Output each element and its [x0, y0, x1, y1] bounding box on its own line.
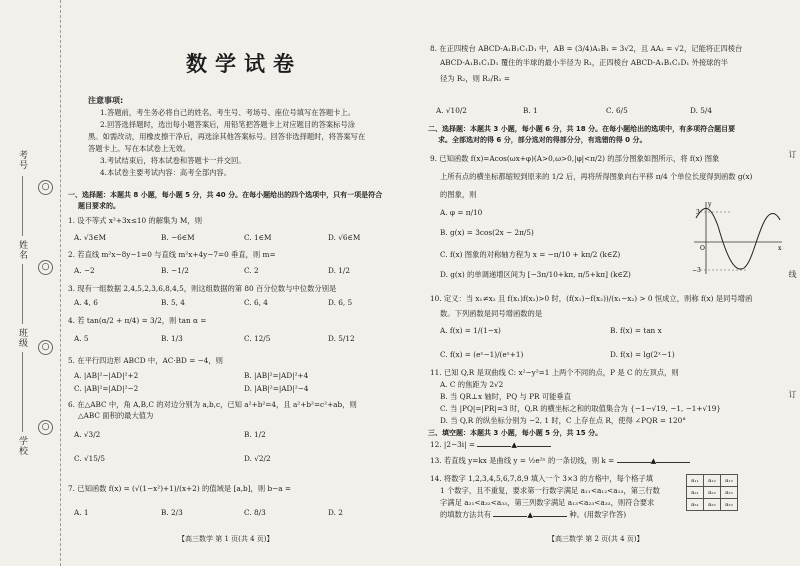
right-edge-mark: 订 — [788, 390, 797, 398]
question-11-option-a: A. C 的焦距为 2√2 — [440, 380, 504, 389]
exam-title: 数学试卷 — [186, 52, 302, 76]
question-13-stem: 13. 若直线 y=kx 是曲线 y = ½e²ˣ 的一条切线，则 k = — [430, 456, 615, 465]
answer-blank[interactable] — [477, 446, 511, 447]
question-1-option-c: C. 1∈M — [244, 233, 272, 242]
gutter-label-school: 学校 — [17, 436, 27, 456]
section-2-heading-cont: 求。全部选对的得 6 分，部分选对的得部分分，有选错的得 0 分。 — [438, 136, 647, 144]
question-7-stem: 7. 已知函数 f(x) = (√(1−x²)+1)/(x+2) 的值域是 [a,b]，则 b−a = — [68, 484, 292, 493]
question-6-option-d: D. √2/2 — [244, 454, 271, 463]
question-9-option-c: C. f(x) 图象的对称轴方程为 x = −π/10 + kπ/2 (k∈Z) — [440, 250, 621, 259]
answer-blank[interactable] — [517, 446, 551, 447]
notice-line: 答题卡上。写在本试卷上无效。 — [88, 144, 191, 153]
question-3-option-a: A. 4, 6 — [74, 298, 98, 307]
question-9-option-d: D. g(x) 的单调递增区间为 [−3π/10+kπ, π/5+kπ] (k∈Z) — [440, 270, 631, 279]
question-2-option-d: D. 1/2 — [328, 266, 350, 275]
grid-cell: a₂₂ — [704, 487, 721, 499]
question-14-line: 1 个数字，且不重复，要求第一行数字满足 a₁₁<a₁₂<a₁₃，第三行数 — [440, 486, 660, 495]
graph-label-neg3: −3 — [692, 267, 701, 274]
section-2-heading: 二、选择题：本题共 3 小题，每小题 6 分，共 18 分。在每小题给出的选项中，有多项符合题目要 — [428, 125, 736, 133]
question-7-option-c: C. 8/3 — [244, 508, 266, 517]
page-footer: 【高三数学 第 1 页(共 4 页)】 — [178, 535, 274, 543]
grid-cell: a₂₁ — [687, 487, 704, 499]
question-14-tail — [440, 510, 626, 520]
cosine-graph — [690, 198, 786, 278]
graph-label-3: 3 — [696, 209, 700, 216]
question-5-option-d: D. |AB|²=|AD|²−4 — [244, 384, 309, 393]
question-3-option-c: C. 6, 4 — [244, 298, 268, 307]
question-4-option-c: C. 12/5 — [244, 334, 271, 343]
binding-gutter — [0, 0, 61, 566]
gutter-label-class: 班级 — [17, 328, 27, 348]
answer-mark: ▲ — [650, 456, 657, 465]
grid-cell: a₃₂ — [704, 499, 721, 511]
gutter-label-name: 姓名 — [17, 240, 27, 260]
answer-mark: ▲ — [527, 510, 534, 519]
question-10-option-c: C. f(x) = (eˣ−1)/(eˣ+1) — [440, 350, 524, 359]
function-curve — [696, 208, 780, 269]
answer-blank[interactable] — [656, 462, 690, 463]
gutter-line — [22, 352, 23, 432]
question-1-option-d: D. √6∈M — [328, 233, 361, 242]
question-14-tail-text: 种。(用数字作答) — [569, 510, 627, 519]
question-14-line: 字满足 a₃₁<a₃₂<a₃₃，第三列数字满足 a₁₃<a₂₃<a₃₃，则符合要求 — [440, 498, 655, 507]
section-1-heading-cont: 题目要求的。 — [78, 202, 120, 210]
question-12 — [430, 440, 551, 450]
question-14-line: 14. 将数字 1,2,3,4,5,6,7,8,9 填入一个 3×3 的方格中，每个格子填 — [430, 474, 653, 483]
graph-label-origin: O — [700, 245, 705, 252]
question-9-option-b: B. g(x) = 3cos(2x − 2π/5) — [440, 228, 534, 237]
question-11-option-c: C. 当 |PQ|=|PR|=3 时，Q,R 的横坐标之和的取值集合为 {−1−√19, −1, −1+√19} — [440, 404, 722, 413]
notice-line: 3.考试结束后，将本试卷和答题卡一并交回。 — [100, 156, 246, 165]
grid-row — [687, 475, 738, 487]
question-7-option-d: D. 2 — [328, 508, 343, 517]
binding-hole-mark: ○ — [38, 260, 53, 275]
question-8-option-a: A. √10/2 — [436, 106, 467, 115]
grid-cell: a₁₃ — [721, 475, 738, 487]
graph-label-y: y — [708, 201, 712, 208]
question-3-option-b: B. 5, 4 — [161, 298, 185, 307]
question-2-stem: 2. 若直线 m²x−8y−1=0 与直线 m²x+4y−7=0 垂直，则 m= — [68, 250, 276, 259]
question-10-option-d: D. f(x) = lg(2ˣ−1) — [610, 350, 675, 359]
gutter-line — [22, 176, 23, 236]
question-6-stem: 6. 在△ABC 中，角 A,B,C 的对边分别为 a,b,c，已知 a²+b²=4，且 a²+b²=c²+ab，则 — [68, 400, 357, 409]
question-2-option-b: B. −1/2 — [161, 266, 189, 275]
binding-hole-mark: ○ — [38, 340, 53, 355]
question-9-line: 上所有点的横坐标都缩短到原来的 1/2 后，再将所得图象向右平移 π/4 个单位长度得到函数 g(x) — [440, 172, 753, 181]
question-10-option-a: A. f(x) = 1/(1−x) — [440, 326, 501, 335]
question-2-option-c: C. 2 — [244, 266, 259, 275]
question-13 — [430, 456, 690, 466]
answer-mark: ▲ — [511, 440, 517, 449]
question-7-option-b: B. 2/3 — [161, 508, 183, 517]
question-8-line: 8. 在正四棱台 ABCD-A₁B₁C₁D₁ 中，AB = (3/4)A₁B₁ = 3√2，且 AA₁ = √2，记能将正四棱台 — [430, 44, 743, 53]
question-6-stem-cont: △ABC 面积的最大值为 — [78, 411, 154, 420]
question-4-option-d: D. 5/12 — [328, 334, 355, 343]
notice-line: 1.答题前，考生务必将自己的姓名、考生号、考场号、座位号填写在答题卡上。 — [100, 108, 356, 117]
question-5-option-b: B. |AB|²=|AD|²+4 — [244, 371, 309, 380]
question-5-option-c: C. |AB|²=|AD|²−2 — [74, 384, 139, 393]
section-1-heading: 一、选择题：本题共 8 小题，每小题 5 分，共 40 分。在每小题给出的四个选项中，只有一项是符合 — [68, 191, 383, 199]
binding-hole-mark: ○ — [38, 180, 53, 195]
question-1-option-a: A. √3∈M — [74, 233, 107, 242]
grid-cell: a₃₃ — [721, 499, 738, 511]
question-11-option-d: D. 当 Q,R 的纵坐标分别为 −2, 1 时，C 上存在点 R，使得 ∠PQR = 120° — [440, 416, 686, 425]
notice-line: 黑。如需改动，用橡皮擦干净后，再选涂其他答案标号。回答非选择题时，将答案写在 — [88, 132, 366, 141]
question-5-stem: 5. 在平行四边形 ABCD 中，AC·BD = −4，则 — [68, 356, 223, 365]
question-8-option-b: B. 1 — [523, 106, 538, 115]
question-9-line: 的图象，则 — [440, 190, 477, 199]
question-8-line: ABCD-A₁B₁C₁D₁ 覆住的半球的最小半径为 R₁，正四棱台 ABCD-A₁B₁C₁D₁ 外接球的半 — [440, 58, 729, 67]
question-6-option-b: B. 1/2 — [244, 430, 266, 439]
question-6-option-a: A. √3/2 — [74, 430, 101, 439]
question-8-line: 径为 R₂，则 R₂/R₁ = — [440, 74, 510, 83]
question-4-option-a: A. 5 — [74, 334, 89, 343]
question-4-option-b: B. 1/3 — [161, 334, 183, 343]
grid-cell: a₁₂ — [704, 475, 721, 487]
notice-line: 2.回答选择题时，选出每小题答案后，用铅笔把答题卡上对应题目的答案标号涂 — [100, 120, 356, 129]
grid-cell: a₃₁ — [687, 499, 704, 511]
question-4-stem: 4. 若 tan(α/2 + π/4) = 3/2，则 tan α = — [68, 316, 207, 325]
question-3-option-d: D. 6, 5 — [328, 298, 353, 307]
right-edge-mark: 线 — [788, 270, 797, 278]
grid-row — [687, 499, 738, 511]
question-2-option-a: A. −2 — [74, 266, 95, 275]
question-11-line: 11. 已知 Q,R 是双曲线 C: x²−y²=1 上两个不同的点，P 是 C 的左顶点，则 — [430, 368, 679, 377]
answer-blank[interactable] — [533, 516, 567, 517]
gutter-line — [22, 264, 23, 324]
question-6-option-c: C. √15/5 — [74, 454, 105, 463]
question-1-stem: 1. 设不等式 x²+3x≤10 的解集为 M，则 — [68, 216, 202, 225]
question-14-line: 的填数方法共有 — [440, 510, 492, 519]
grid-cell: a₂₃ — [721, 487, 738, 499]
right-edge-mark: 订 — [788, 150, 797, 158]
question-10-line: 10. 定义：当 x₁≠x₂ 且 f(x₁)f(x₂)>0 时，(f(x₁)−f(x₂))/(x₁−x₂) > 0 恒成立，则称 f(x) 是同号增函 — [430, 294, 753, 303]
gutter-label-kaohao: 考号 — [17, 150, 27, 170]
notice-line: 4.本试卷主要考试内容：高考全部内容。 — [100, 168, 232, 177]
question-7-option-a: A. 1 — [74, 508, 89, 517]
grid-cell: a₁₁ — [687, 475, 704, 487]
answer-blank[interactable] — [493, 516, 527, 517]
graph-label-x: x — [778, 245, 782, 252]
grid-row — [687, 487, 738, 499]
question-8-option-d: D. 5/4 — [690, 106, 712, 115]
section-3-heading: 三、填空题：本题共 3 小题，每小题 5 分，共 15 分。 — [428, 429, 603, 437]
question-5-option-a: A. |AB|²−|AD|²+2 — [74, 371, 139, 380]
answer-blank[interactable] — [617, 462, 651, 463]
notice-heading: 注意事项: — [88, 96, 124, 105]
question-8-option-c: C. 6/5 — [606, 106, 628, 115]
question-1-option-b: B. −6∈M — [161, 233, 195, 242]
question-11-option-b: B. 当 QR⊥x 轴时，PQ 与 PR 可能垂直 — [440, 392, 572, 401]
page-footer: 【高三数学 第 2 页(共 4 页)】 — [548, 535, 644, 543]
question-10-option-b: B. f(x) = tan x — [610, 326, 662, 335]
binding-hole-mark: ○ — [38, 420, 53, 435]
question-3-stem: 3. 现有一组数据 2,4,5,2,3,6,8,4,5，则这组数据的第 80 百分位数与中位数分别是 — [68, 284, 337, 293]
question-12-stem: 12. |2−3i| = — [430, 440, 476, 449]
question-9-line: 9. 已知函数 f(x)=Acos(ωx+φ)(A>0,ω>0,|φ|<π/2) 的部分图象如图所示，将 f(x) 图象 — [430, 154, 720, 163]
number-grid — [686, 474, 738, 511]
question-9-option-a: A. φ = π/10 — [440, 208, 483, 217]
question-10-line: 数。下列函数是同号增函数的是 — [440, 309, 543, 318]
